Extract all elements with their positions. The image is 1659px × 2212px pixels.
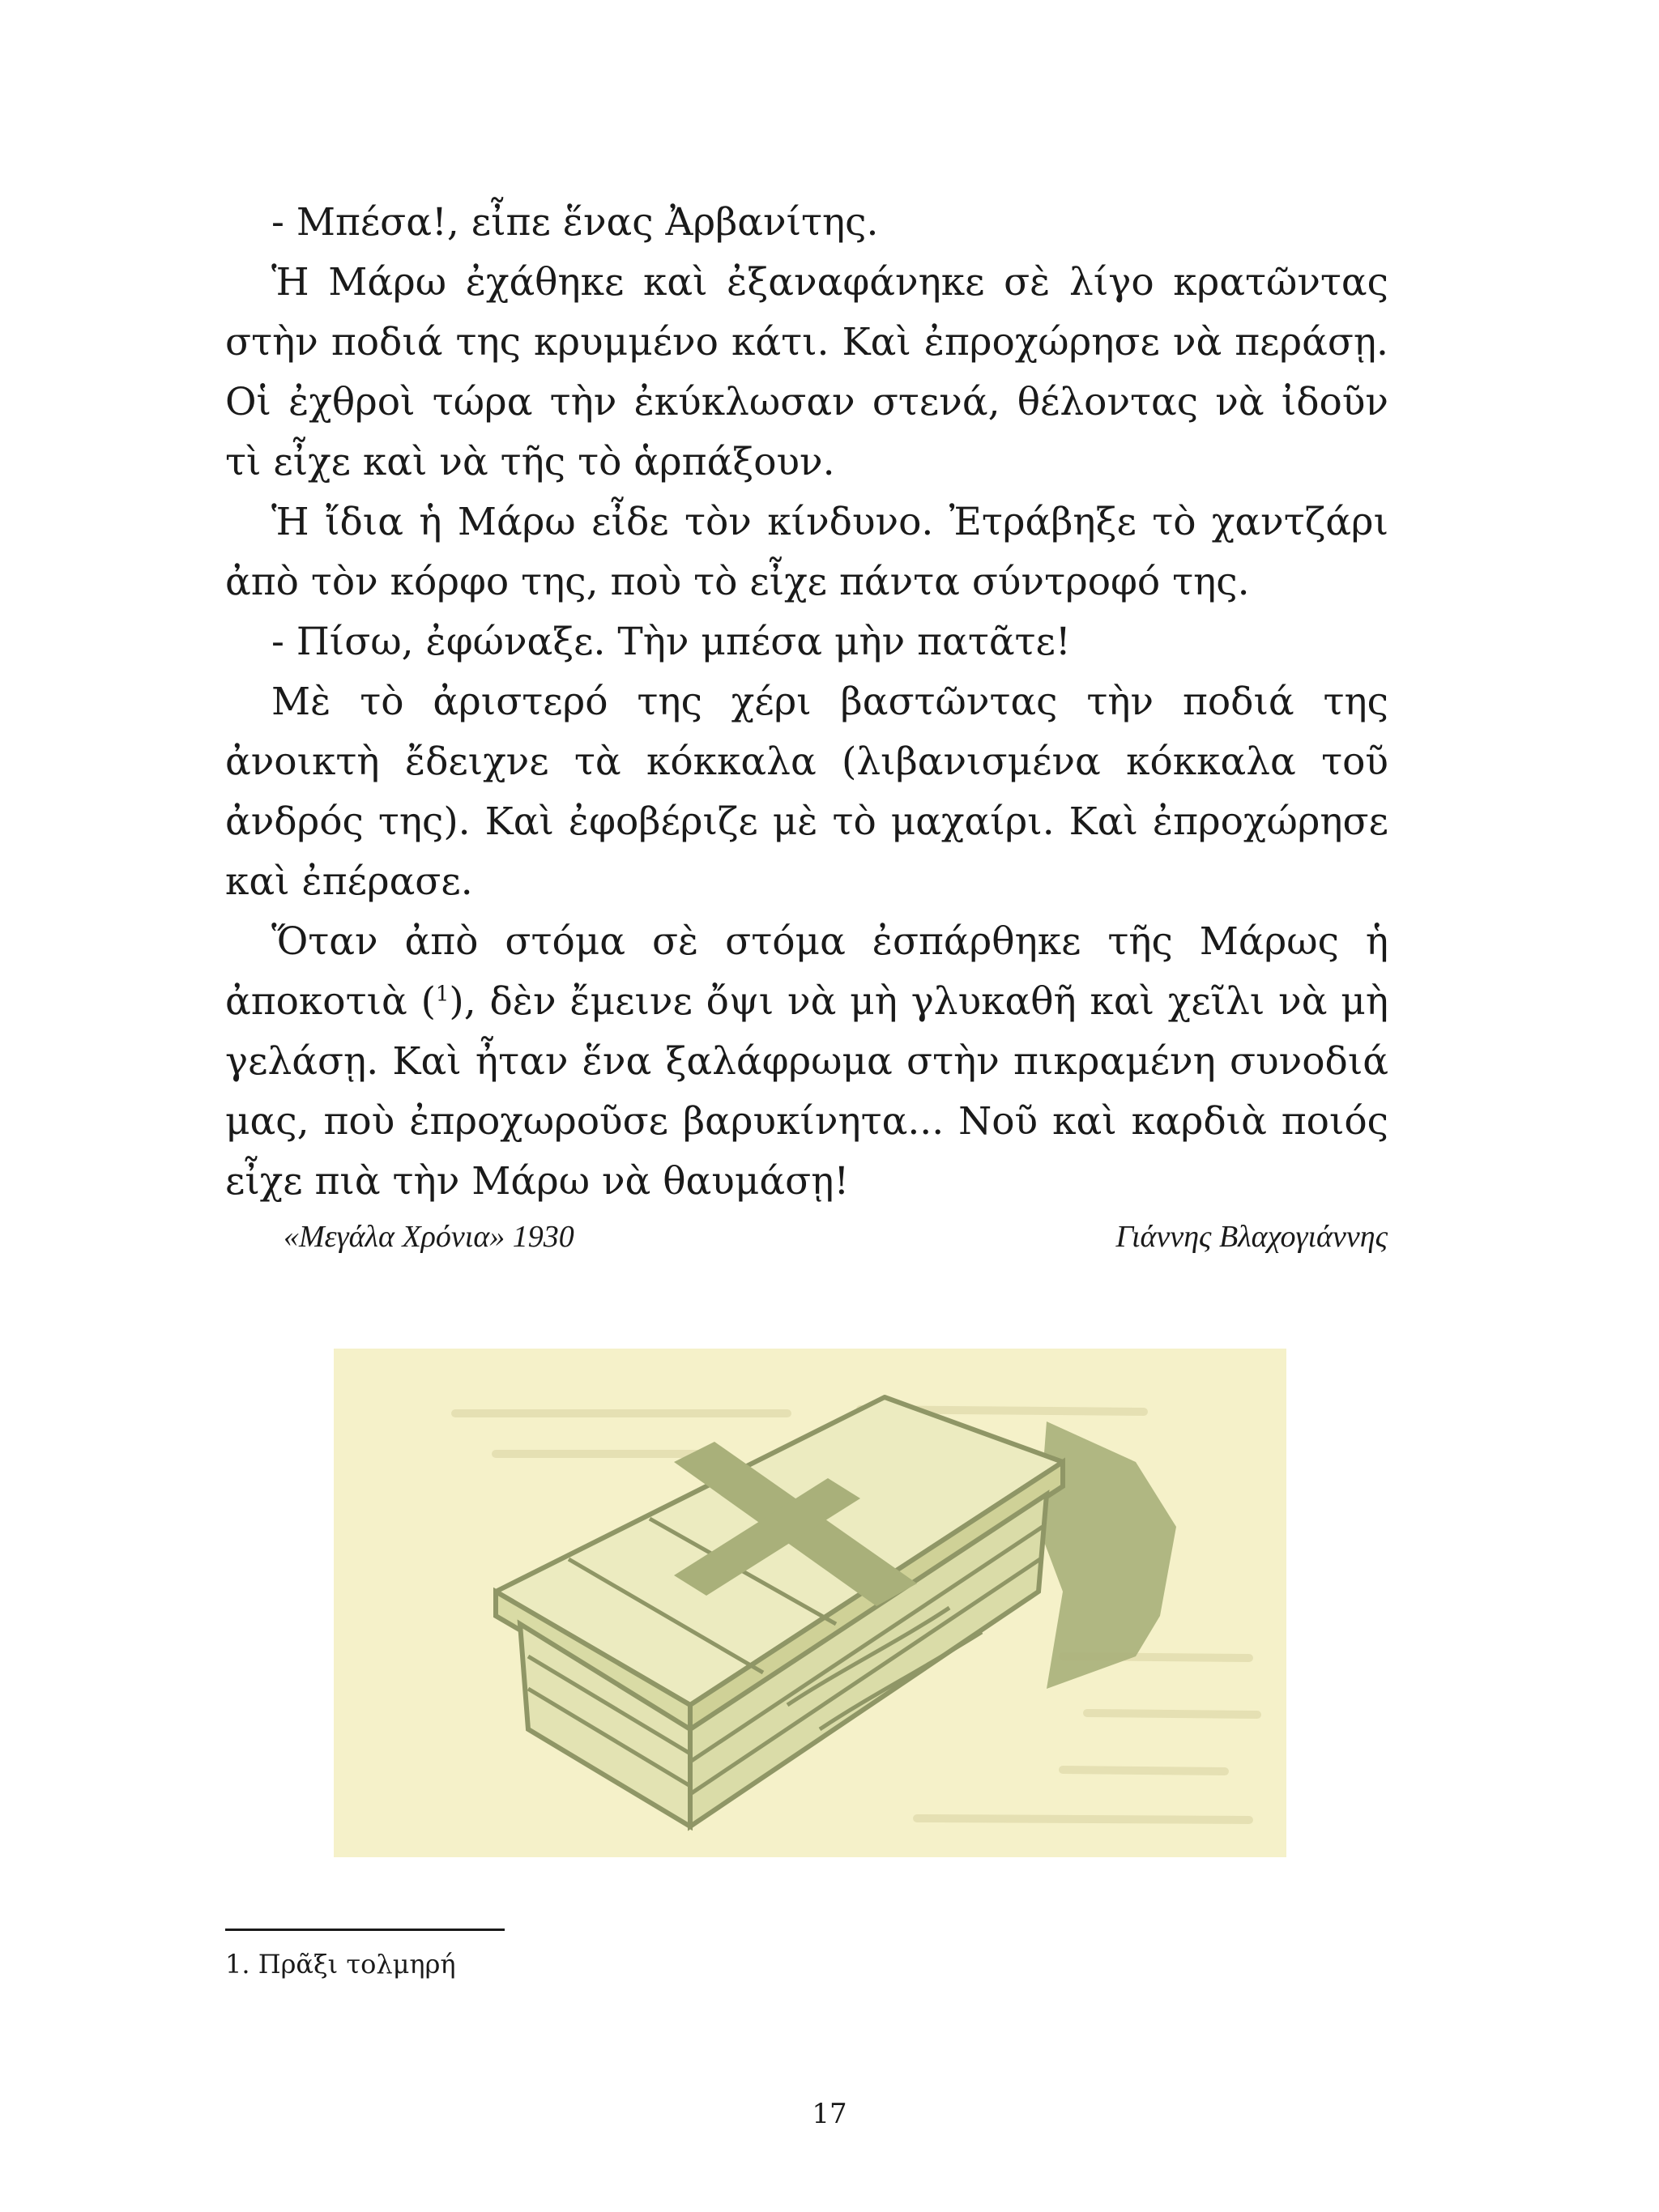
paragraph-text: Ὅταν ἀπὸ στόμα σὲ στόμα ἐσπάρθηκε τῆς Μάρως ἡ ἀποκοτιὰ ( (225, 919, 1388, 1024)
paragraph: Ἡ ἴδια ἡ Μάρω εἶδε τὸν κίνδυνο. Ἐτράβηξε τὸ χαντζάρι ἀπὸ τὸν κόρφο της, ποὺ τὸ εἶχε πάντα σύντροφό της. (225, 500, 1388, 604)
footnote: 1. Πρᾶξι τολμηρή (225, 1949, 456, 1980)
paragraph: - Πίσω, ἐφώναξε. Τὴν μπέσα μὴν πατᾶτε! (271, 620, 1071, 664)
source-citation: «Μεγάλα Χρόνια» 1930 (284, 1220, 574, 1254)
paragraph: - Μπέσα!, εἶπε ἕνας Ἀρβανίτης. (271, 200, 879, 245)
paragraph-text: ), δὲν ἔμεινε ὄψι νὰ μὴ γλυκαθῆ καὶ χεῖλι νὰ μὴ γελάσῃ. Καὶ ἦταν ἕνα ξαλάφρωμα στὴν πικραμένη συνοδιά μας, ποὺ ἐπροχωροῦσε βαρυκίνητα... Νοῦ καὶ καρδιὰ ποιός εἶχε πιὰ τὴν Μάρω νὰ θαυμάσῃ! (225, 979, 1388, 1204)
main-text (225, 193, 1388, 1212)
paragraph: Ἡ Μάρω ἐχάθηκε καὶ ἐξαναφάνηκε σὲ λίγο κρατῶντας στὴν ποδιά της κρυμμένο κάτι. Καὶ ἐπροχώρησε νὰ περάσῃ. Οἱ ἐχθροὶ τώρα τὴν ἐκύκλωσαν στενά, θέλοντας νὰ ἰδοῦν τὶ εἶχε καὶ νὰ τῆς τὸ ἁρπάξουν. (225, 260, 1388, 484)
page-number: 17 (812, 2098, 847, 2130)
author-name: Γιάννης Βλαχογιάννης (1115, 1220, 1388, 1254)
coffin-drawing (334, 1349, 1286, 1857)
paragraph: Μὲ τὸ ἀριστερό της χέρι βαστῶντας τὴν ποδιά της ἀνοικτὴ ἔδειχνε τὰ κόκκαλα (λιβανισμένα κόκκαλα τοῦ ἀνδρός της). Καὶ ἐφοβέριζε μὲ τὸ μαχαίρι. Καὶ ἐπροχώρησε καὶ ἐπέρασε. (225, 680, 1388, 904)
footnote-mark: 1 (435, 982, 450, 1007)
coffin-illustration (334, 1349, 1286, 1857)
footnote-rule (225, 1929, 505, 1931)
paragraph-with-footnote (225, 912, 1388, 1212)
